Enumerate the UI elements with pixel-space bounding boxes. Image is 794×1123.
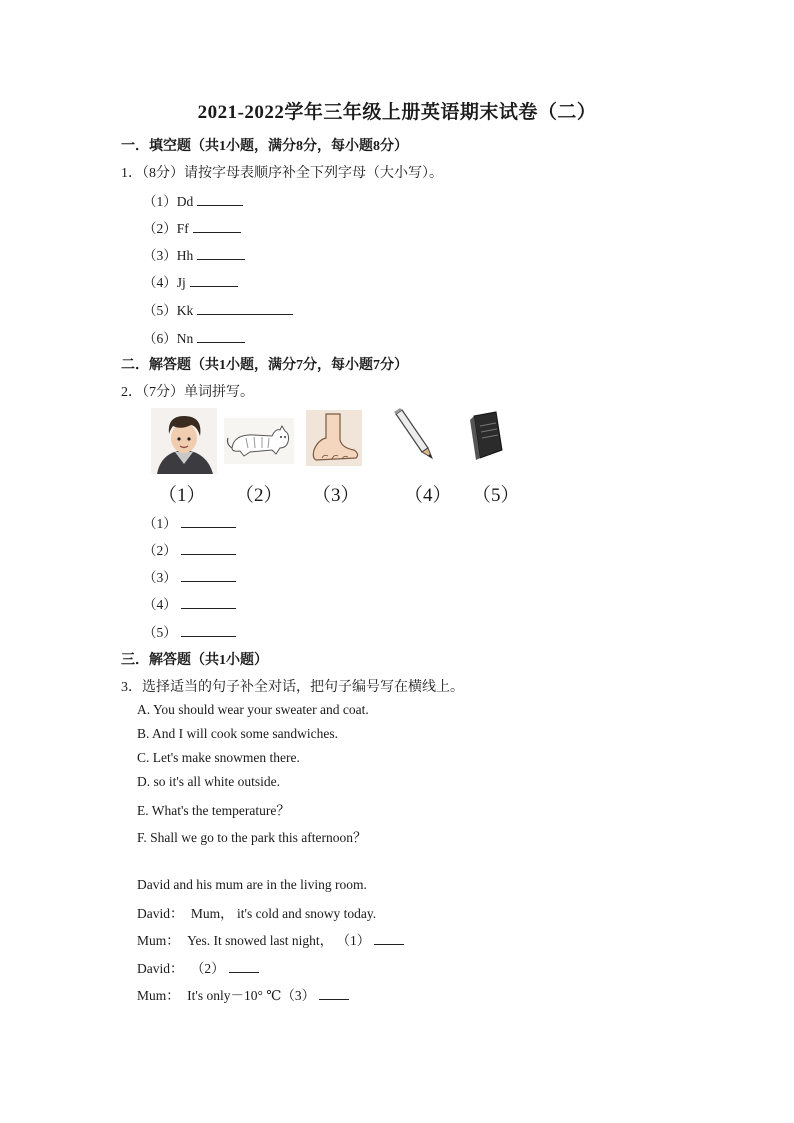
option-b: B. And I will cook some sandwiches. bbox=[137, 726, 338, 741]
answer-blank[interactable] bbox=[197, 245, 245, 260]
picture-caption-3: （3） bbox=[312, 485, 360, 506]
answer-blank[interactable] bbox=[181, 540, 236, 555]
question-1-stem: 1．（8分）请按字母表顺序补全下列字母（大小写）。 bbox=[121, 166, 443, 181]
q2-item-2 bbox=[143, 539, 236, 559]
option-e: E. What's the temperature？ bbox=[137, 803, 290, 818]
q1-item-5 bbox=[143, 299, 293, 319]
answer-blank[interactable] bbox=[181, 513, 236, 528]
answer-blank[interactable] bbox=[193, 218, 241, 233]
q2-item-5 bbox=[143, 621, 236, 641]
picture-caption-5: （5） bbox=[472, 485, 520, 506]
picture-caption-1: （1） bbox=[158, 485, 206, 506]
dialog-speaker: David： bbox=[137, 906, 184, 921]
dialog-intro: David and his mum are in the living room. bbox=[137, 877, 367, 892]
q2-item-label: （3） bbox=[143, 570, 177, 585]
dialog-speaker: Mum： bbox=[137, 933, 180, 948]
answer-blank[interactable] bbox=[319, 985, 349, 1000]
section-heading-1: 一．填空题（共1小题，满分8分，每小题8分） bbox=[121, 139, 408, 154]
q2-item-1 bbox=[143, 512, 236, 532]
answer-blank[interactable] bbox=[197, 300, 293, 315]
dialog-text: Mum， it's cold and snowy today. bbox=[190, 906, 377, 921]
option-a: A. You should wear your sweater and coat. bbox=[137, 702, 369, 717]
dialog-text: Yes. It snowed last night， （1） bbox=[187, 933, 371, 948]
q1-item-label: （1）Dd bbox=[143, 194, 194, 209]
book-picture bbox=[466, 410, 506, 462]
section-heading-2: 二．解答题（共1小题，满分7分，每小题7分） bbox=[121, 358, 408, 373]
section-heading-3: 三．解答题（共1小题） bbox=[121, 653, 268, 668]
q2-item-label: （5） bbox=[143, 625, 177, 640]
q1-item-2 bbox=[143, 217, 241, 237]
dialog-line-2 bbox=[137, 929, 404, 949]
dialog-line-4 bbox=[137, 984, 349, 1004]
answer-blank[interactable] bbox=[181, 622, 236, 637]
q2-item-4 bbox=[143, 593, 236, 613]
q1-item-3 bbox=[143, 244, 245, 264]
q2-item-label: （2） bbox=[143, 543, 177, 558]
answer-blank[interactable] bbox=[229, 958, 259, 973]
answer-blank[interactable] bbox=[374, 930, 404, 945]
q1-item-label: （3）Hh bbox=[143, 248, 194, 263]
boy-picture bbox=[151, 408, 217, 474]
q1-item-label: （4）Jj bbox=[143, 275, 186, 290]
q2-item-label: （1） bbox=[143, 516, 177, 531]
answer-blank[interactable] bbox=[197, 328, 245, 343]
q2-item-3 bbox=[143, 566, 236, 586]
q1-item-label: （5）Kk bbox=[143, 303, 194, 318]
cat-picture bbox=[224, 418, 294, 464]
foot-picture bbox=[306, 410, 362, 466]
q2-item-label: （4） bbox=[143, 597, 177, 612]
option-d: D. so it's all white outside. bbox=[137, 774, 281, 789]
dialog-line-1 bbox=[137, 902, 376, 922]
q1-item-label: （6）Nn bbox=[143, 331, 194, 346]
dialog-text: It's only－10° ℃（3） bbox=[187, 988, 316, 1003]
dialog-line-3 bbox=[137, 957, 259, 977]
option-c: C. Let's make snowmen there. bbox=[137, 750, 300, 765]
option-f: F. Shall we go to the park this afternoon？ bbox=[137, 830, 367, 845]
picture-caption-4: （4） bbox=[404, 485, 452, 506]
answer-blank[interactable] bbox=[181, 567, 236, 582]
answer-blank[interactable] bbox=[197, 191, 243, 206]
dialog-speaker: David： bbox=[137, 961, 184, 976]
dialog-speaker: Mum： bbox=[137, 988, 180, 1003]
dialog-text: （2） bbox=[190, 961, 225, 976]
q1-item-label: （2）Ff bbox=[143, 221, 189, 236]
answer-blank[interactable] bbox=[190, 272, 238, 287]
page-title: 2021-2022学年三年级上册英语期末试卷（二） bbox=[197, 102, 597, 123]
q1-item-6 bbox=[143, 327, 245, 347]
question-2-stem: 2．（7分）单词拼写。 bbox=[121, 385, 254, 400]
picture-caption-2: （2） bbox=[235, 485, 283, 506]
answer-blank[interactable] bbox=[181, 594, 236, 609]
q1-item-4 bbox=[143, 271, 238, 291]
pencil-picture bbox=[392, 408, 436, 460]
question-3-stem: 3．选择适当的句子补全对话，把句子编号写在横线上。 bbox=[121, 680, 464, 695]
q1-item-1 bbox=[143, 190, 243, 210]
